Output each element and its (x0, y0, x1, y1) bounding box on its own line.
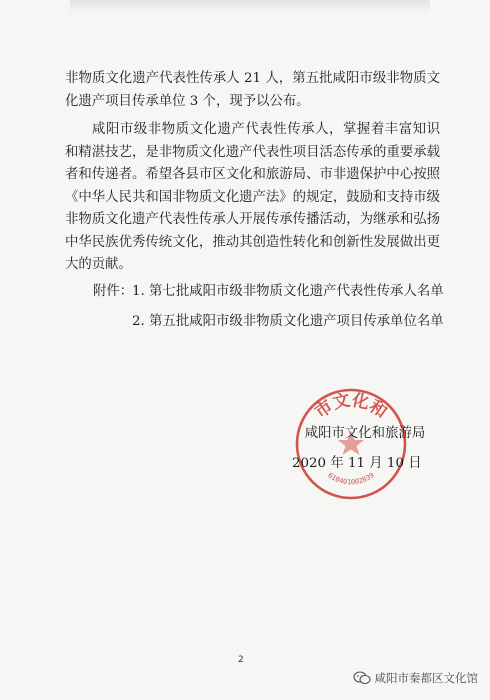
page-number: 2 (238, 655, 244, 665)
seal-number: 610401002839 (326, 471, 376, 487)
paragraph-2: 咸阳市级非物质文化遗产代表性传承人，掌握着丰富知识和精湛技艺，是非物质文化遗产代表性项目活态传承的重要承载者和传递者。希望各县市区文化和旅游局、市非遗保护中心按照《中华人民共和国非物质文化遗产法》的规定，鼓励和支持市级非物质文化遗产代表性传承人开展传承传播活动，为继承和弘扬中华民族优秀传统文化，推动其创造性转化和创新性发展做出更大的贡献。 (65, 122, 440, 272)
paragraph-1: 非物质文化遗产代表性传承人 21 人，第五批咸阳市级非物质文化遗产项目传承单位 3 个，现予以公布。 (65, 71, 440, 109)
official-seal (292, 385, 410, 503)
attachments (65, 281, 444, 334)
attachment-item-1: 1. 第七批咸阳市级非物质文化遗产代表性传承人名单 (132, 283, 444, 299)
document-body (65, 68, 444, 334)
issuer-name: 咸阳市文化和旅游局 (304, 426, 426, 441)
seal-text: 市文化和 (311, 390, 391, 423)
attachment-item-2: 2. 第五批咸阳市级非物质文化遗产项目传承单位名单 (132, 314, 444, 329)
top-edge-shadow (70, 0, 430, 14)
attachment-row-2 (65, 311, 444, 334)
wechat-icon (353, 671, 371, 685)
attachment-label: 附件： (93, 283, 134, 299)
watermark (353, 670, 479, 686)
issue-date: 2020 年 11 月 10 日 (292, 456, 422, 471)
attachment-row-1 (65, 281, 444, 304)
watermark-text: 咸阳市秦都区文化馆 (374, 671, 478, 685)
